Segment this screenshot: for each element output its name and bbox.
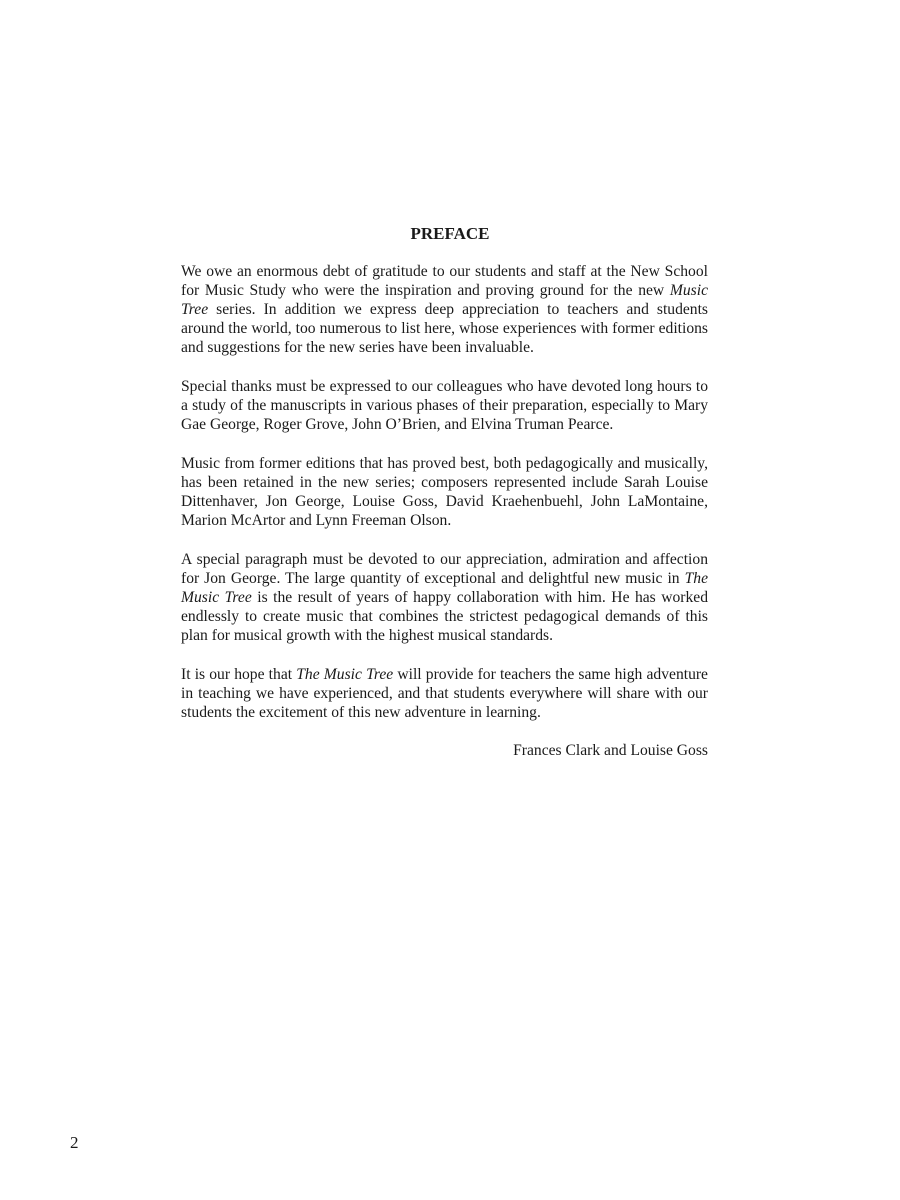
- text-run: It is our hope that: [181, 666, 297, 683]
- book-title-italic: The Music Tree: [181, 570, 708, 606]
- book-title-italic: The Music Tree: [296, 666, 394, 683]
- text-run: We owe an enormous debt of gratitude to our students and staff at the New School for Music Study who were the inspiration and proving ground for the new: [181, 263, 708, 299]
- preface-body: [181, 262, 708, 760]
- page-title: PREFACE: [410, 224, 490, 243]
- signature: Frances Clark and Louise Goss: [513, 742, 708, 759]
- text-run: A special paragraph must be devoted to our appreciation, admiration and affection for Jon George. The large quantity of exceptional and delightful new music in: [181, 551, 708, 587]
- preface-paragraph-5: [181, 665, 708, 722]
- book-title-italic: Music Tree: [181, 282, 708, 318]
- text-run: series. In addition we express deep appreciation to teachers and students around the world, too numerous to list here, whose experiences with former editions and suggestions for the new series have been invaluable.: [181, 301, 708, 356]
- preface-paragraph-3: [181, 454, 708, 530]
- text-run: Special thanks must be expressed to our colleagues who have devoted long hours to a study of the manuscripts in various phases of their preparation, especially to Mary Gae George, Roger Grove, John O’Brien, and Elvina Truman Pearce.: [181, 378, 708, 433]
- text-run: is the result of years of happy collaboration with him. He has worked endlessly to create music that combines the strictest pedagogical demands of this plan for musical growth with the highest musical standards.: [181, 589, 709, 644]
- text-run: Music from former editions that has proved best, both pedagogically and musically, has been retained in the new series; composers represented include Sarah Louise Dittenhaver, Jon George, Louise Goss, David Kraehenbuehl, John LaMontaine, Marion McArtor and Lynn Freeman Olson.: [181, 455, 708, 529]
- text-run: will provide for teachers the same high adventure in teaching we have experienced, and that students everywhere will share with our students the excitement of this new adventure in learning.: [181, 666, 708, 721]
- preface-paragraph-4: [181, 550, 708, 645]
- preface-paragraph-2: [181, 377, 708, 434]
- page-number: 2: [70, 1133, 79, 1152]
- preface-paragraph-1: [181, 262, 708, 357]
